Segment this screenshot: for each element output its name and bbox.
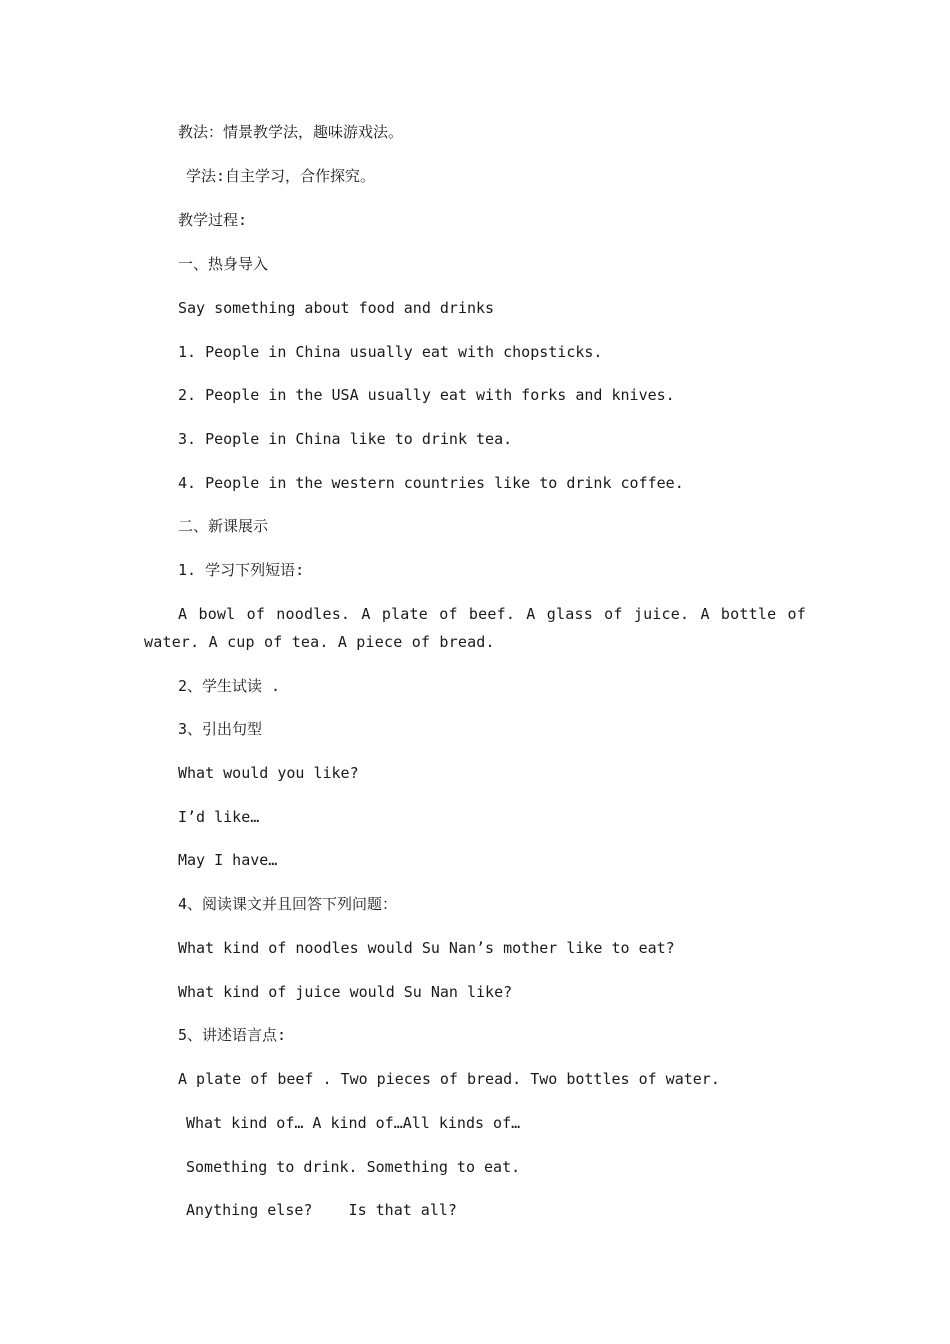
language-point-2: What kind of… A kind of…All kinds of… [186, 1114, 521, 1132]
warmup-item-2: 2. People in the USA usually eat with forks and knives. [178, 386, 675, 404]
warmup-item-3: 3. People in China like to drink tea. [178, 430, 513, 448]
reading-questions-heading: 4、阅读课文并且回答下列问题： [178, 895, 398, 913]
teaching-method-line: 教法：情景教学法，趣味游戏法。 [178, 123, 404, 141]
warmup-item-1: 1. People in China usually eat with chopsticks. [178, 343, 603, 361]
language-point-1: A plate of beef . Two pieces of bread. Two bottles of water. [178, 1070, 720, 1088]
language-points-heading: 5、讲述语言点: [178, 1026, 287, 1044]
warmup-item-4: 4. People in the western countries like to drink coffee. [178, 474, 684, 492]
learning-method-line: 学法:自主学习，合作探究。 [186, 167, 376, 185]
question-line-2: What kind of juice would Su Nan like? [178, 983, 513, 1001]
teaching-process-heading: 教学过程: [178, 211, 248, 229]
phrases-paragraph: A bowl of noodles. A plate of beef. A glass of juice. A bottle of water. A cup of tea. A piece of bread. [144, 605, 806, 651]
pattern-line-1: What would you like? [178, 764, 359, 782]
pattern-line-2: I’d like… [178, 808, 260, 826]
section-new-lesson-heading: 二、新课展示 [178, 517, 269, 535]
language-point-3: Something to drink. Something to eat. [186, 1158, 521, 1176]
sentence-patterns-heading: 3、引出句型 [178, 720, 263, 738]
student-read-line: 2、学生试读 . [178, 677, 281, 695]
language-point-4: Anything else? Is that all? [186, 1201, 457, 1219]
section-warmup-heading: 一、热身导入 [178, 255, 269, 273]
phrases-heading: 1. 学习下列短语: [178, 561, 305, 579]
warmup-intro-line: Say something about food and drinks [178, 299, 495, 317]
pattern-line-3: May I have… [178, 851, 278, 869]
question-line-1: What kind of noodles would Su Nan’s mother like to eat? [178, 939, 675, 957]
